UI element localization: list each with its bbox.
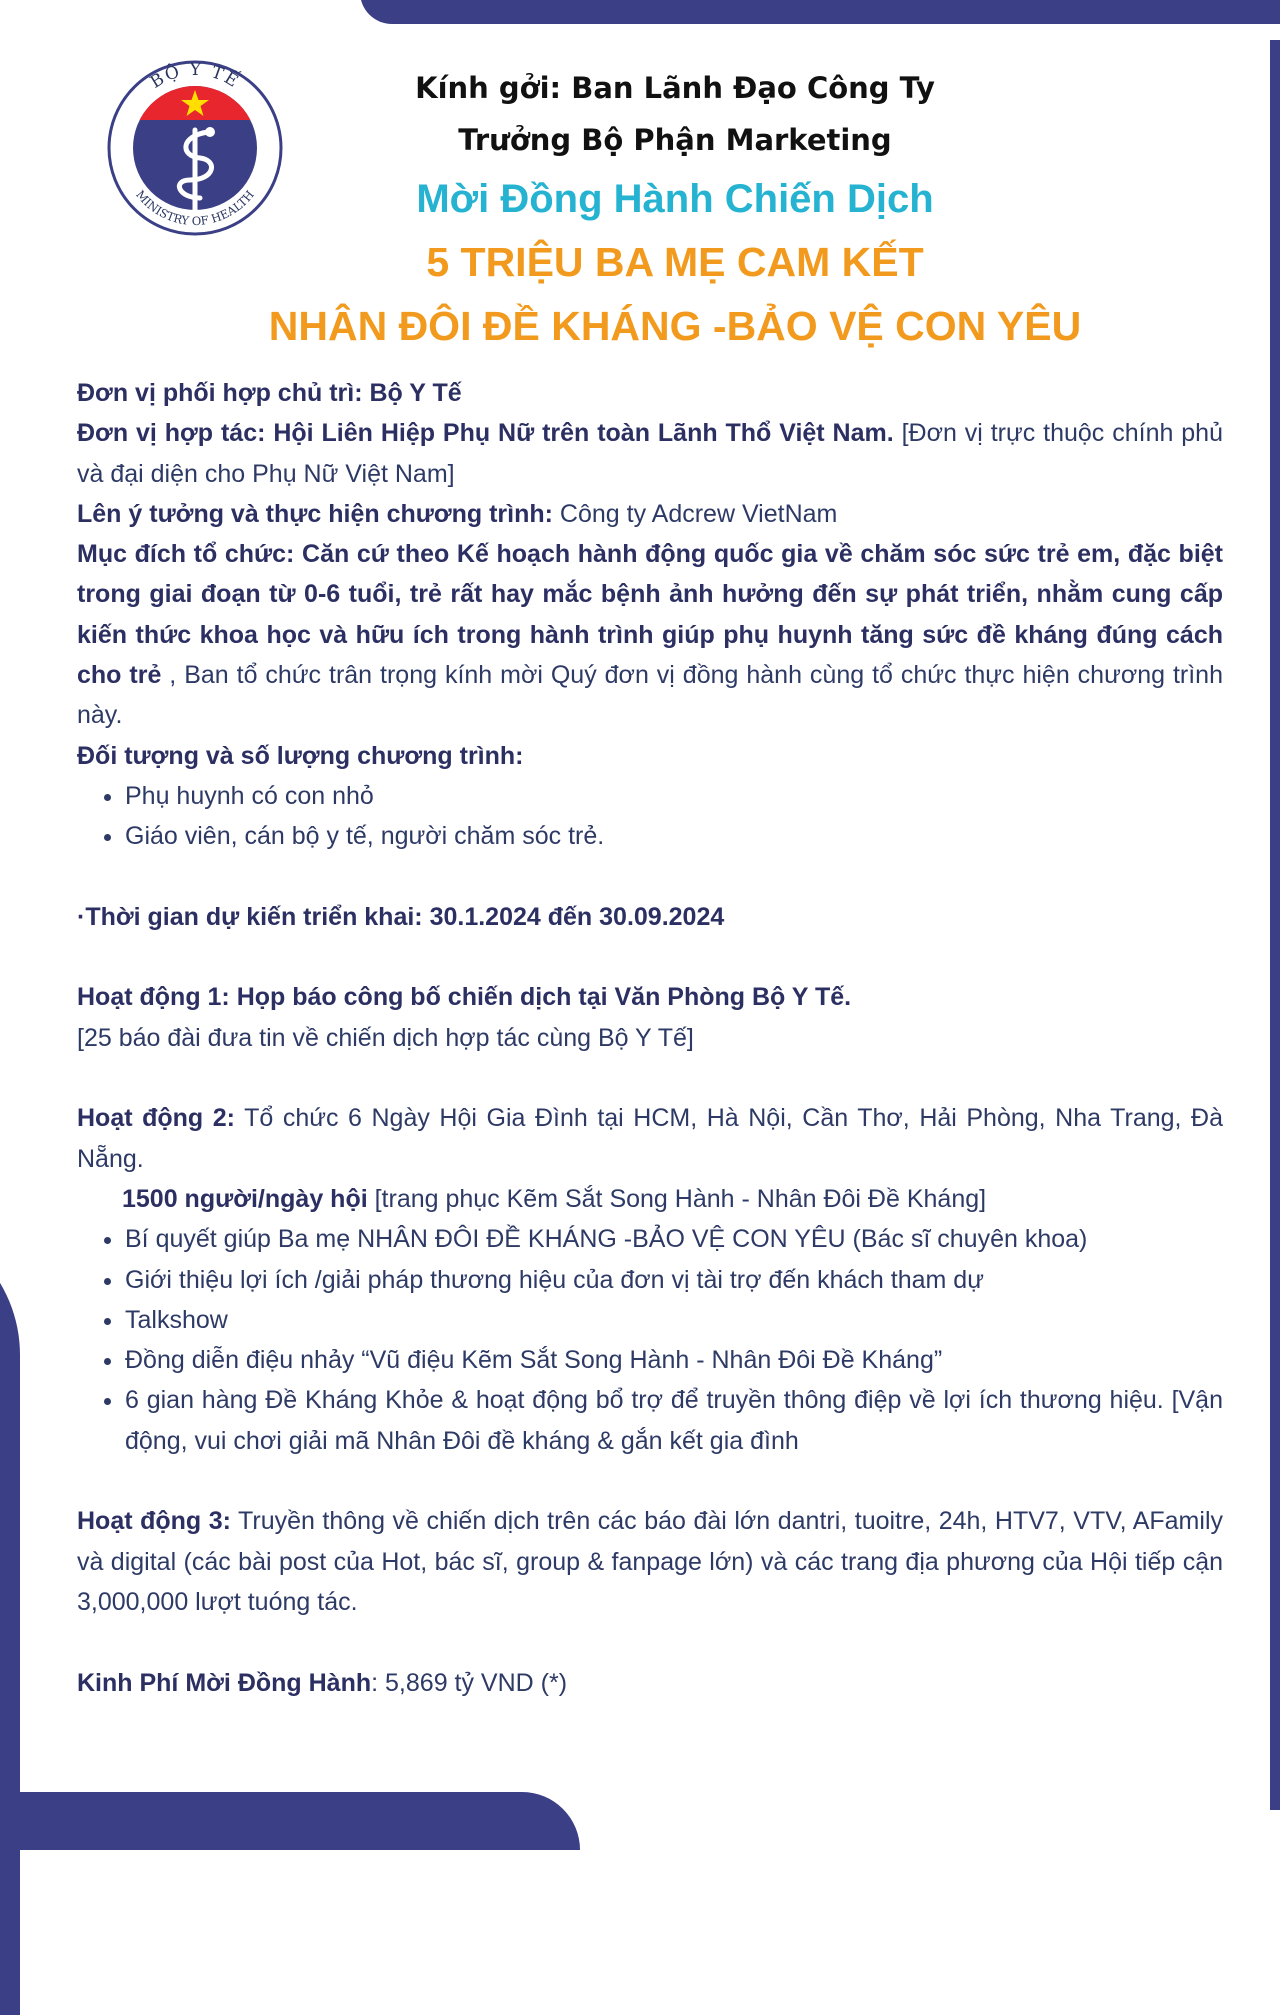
purpose-paragraph: Mục đích tổ chức: Căn cứ theo Kế hoạch hành động quốc gia về chăm sóc sức trẻ em, đặc biệt trong giai đoạn từ 0-6 tuổi, trẻ rất hay mắc bệnh ảnh hưởng đến sự phát triển, nhằm cung cấp kiến thức khoa học và hữu ích trong hành trình giúp phụ huynh tăng sức đề kháng đúng cách cho trẻ , Ban tổ chức trân trọng kính mời Quý đơn vị đồng hành cùng tổ chức thực hiện chương trình này. (77, 540, 1223, 730)
host-line: Đơn vị phối hợp chủ trì: Bộ Y Tế (77, 379, 462, 407)
ministry-of-health-logo (100, 40, 290, 250)
activity-2-capacity: 1500 người/ngày hội [trang phục Kẽm Sắt Song Hành - Nhân Đôi Đề Kháng] (122, 1184, 987, 1213)
idea-line: Lên ý tưởng và thực hiện chương trình: Công ty Adcrew VietNam (77, 499, 838, 528)
campaign-title-2: NHÂN ĐÔI ĐỀ KHÁNG -BẢO VỆ CON YÊU (268, 303, 1082, 349)
timeline-line: ·Thời gian dự kiến triển khai: 30.1.2024 đến 30.09.2024 (77, 902, 725, 931)
recipient-line-1: Kính gởi: Ban Lãnh Đạo Công Ty (415, 71, 935, 105)
campaign-title-1: 5 TRIỆU BA MẸ CAM KẾT (426, 239, 924, 285)
budget-line: Kinh Phí Mời Đồng Hành: 5,869 tỷ VND (*) (77, 1668, 568, 1697)
activity-2-paragraph: Hoạt động 2: Tổ chức 6 Ngày Hội Gia Đình tại HCM, Hà Nội, Cần Thơ, Hải Phòng, Nha Trang, Đà Nẵng. (77, 1104, 1223, 1173)
top-decor-band (360, 0, 1280, 24)
activity-1-note: [25 báo đài đưa tin về chiến dịch hợp tác cùng Bộ Y Tế] (77, 1023, 694, 1052)
partner-line: Đơn vị hợp tác: Hội Liên Hiệp Phụ Nữ trên toàn Lãnh Thổ Việt Nam. [Đơn vị trực thuộc chính phủ và đại diện cho Phụ Nữ Việt Nam] (77, 419, 1223, 488)
logo-bottom-text: MINISTRY OF HEALTH (133, 187, 257, 229)
list-item: • Bí quyết giúp Ba mẹ NHÂN ĐÔI ĐỀ KHÁNG -BẢO VỆ CON YÊU (Bác sĩ chuyên khoa) (125, 1219, 1223, 1259)
left-decor-shape (0, 1215, 20, 2015)
list-item: • Đồng diễn điệu nhảy “Vũ điệu Kẽm Sắt Song Hành - Nhân Đôi Đề Kháng” (125, 1340, 1223, 1380)
list-item: • Giới thiệu lợi ích /giải pháp thương hiệu của đơn vị tài trợ đến khách tham dự (125, 1260, 1223, 1300)
recipient-line-2: Trưởng Bộ Phận Marketing (458, 123, 892, 157)
activity-2-list (77, 1219, 1223, 1461)
list-item: • Phụ huynh có con nhỏ (125, 776, 1223, 816)
audience-heading: Đối tượng và số lượng chương trình: (77, 741, 524, 770)
activity-1-title: Hoạt động 1: Họp báo công bố chiến dịch tại Văn Phòng Bộ Y Tế. (77, 983, 852, 1012)
activity-3-paragraph: Hoạt động 3: Truyền thông về chiến dịch trên các báo đài lớn dantri, tuoitre, 24h, HTV7, VTV, AFamily và digital (các bài post của Hot, bác sĩ, group & fanpage lớn) và các trang địa phương của Hội tiếp cận 3,000,000 lượt tuóng tác. (77, 1507, 1223, 1616)
list-item: • Giáo viên, cán bộ y tế, người chăm sóc trẻ. (125, 816, 1223, 856)
letter-body (77, 373, 1223, 1703)
header (268, 62, 1082, 358)
bottom-decor-band (0, 1792, 580, 1850)
audience-list (77, 776, 1223, 857)
list-item: • 6 gian hàng Đề Kháng Khỏe & hoạt động bổ trợ để truyền thông điệp về lợi ích thương hiệu. [Vận động, vui chơi giải mã Nhân Đôi đề kháng & gắn kết gia đình (125, 1380, 1223, 1461)
list-item: • Talkshow (125, 1300, 1223, 1340)
right-decor-strip (1270, 40, 1280, 1810)
invite-heading: Mời Đồng Hành Chiến Dịch (416, 177, 934, 221)
logo-top-text: BỘ Y TẾ (146, 59, 244, 93)
